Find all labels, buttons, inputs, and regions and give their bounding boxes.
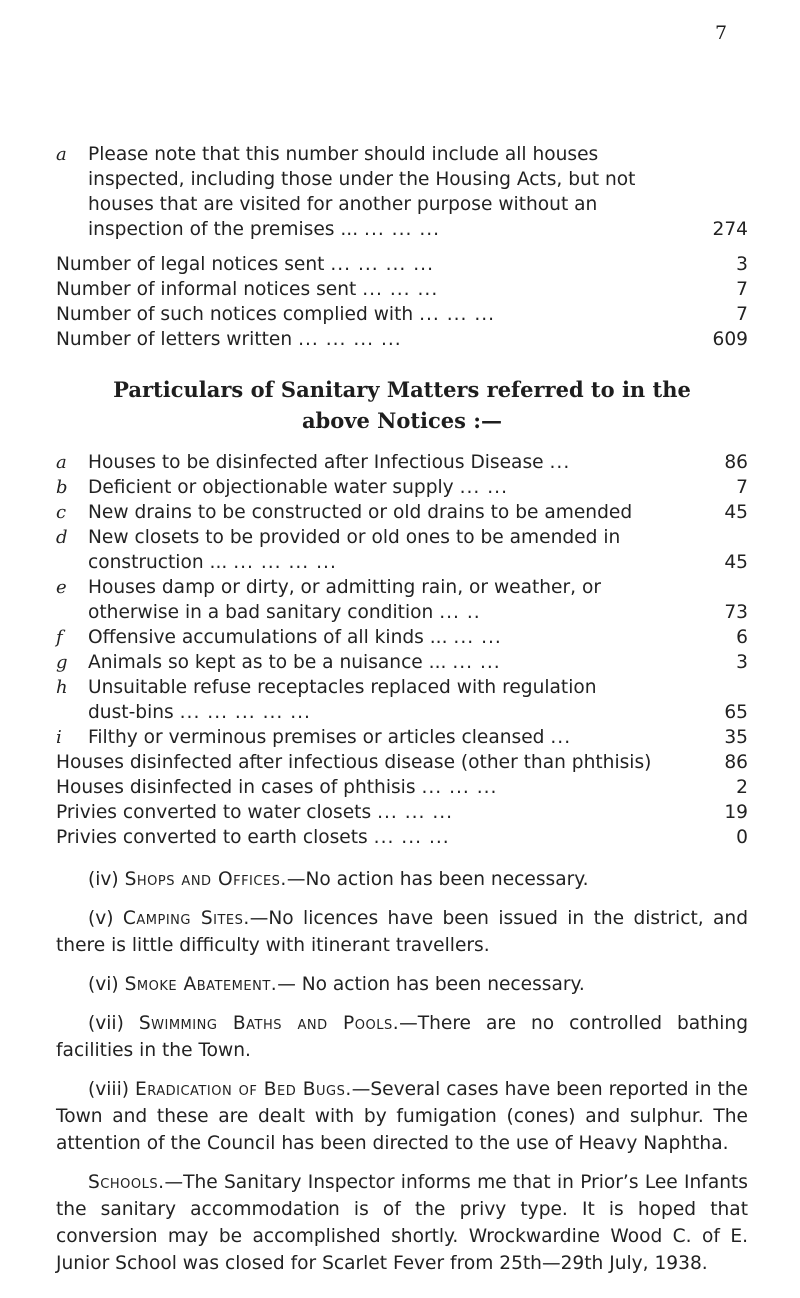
- item-text: Houses to be disinfected after Infectious Disease: [88, 452, 544, 473]
- item-label: i: [56, 727, 62, 748]
- section-number: (v): [88, 908, 114, 929]
- item-value: 86: [724, 452, 748, 473]
- section-body: —There are no controlled bathing facilities in the Town.: [56, 1013, 748, 1061]
- sections: [56, 866, 748, 1277]
- particular-row: [56, 525, 748, 550]
- leader-dots: ... ... ...: [421, 777, 498, 798]
- total-value: 19: [724, 802, 748, 823]
- notices-list: [56, 252, 748, 352]
- intro-text: inspection of the premises ...: [88, 219, 359, 240]
- intro-value: 274: [712, 219, 748, 240]
- heading-line: above Notices :—: [301, 408, 503, 433]
- item-value: 45: [724, 502, 748, 523]
- notice-text: Number of letters written: [56, 329, 293, 350]
- item-text: Filthy or verminous premises or articles cleansed: [88, 727, 545, 748]
- particular-row: [56, 575, 748, 600]
- section-heading: [56, 374, 748, 436]
- total-text: Privies converted to earth closets: [56, 827, 368, 848]
- notice-value: 7: [736, 304, 748, 325]
- notice-text: Number of informal notices sent: [56, 279, 357, 300]
- section-body: —Several cases have been reported in the Town and these are dealt with by fumigation (cones) and sulphur. The attention of the Council has been directed to the use of Heavy Naphtha.: [56, 1079, 748, 1154]
- leader-dots: ... ... ...: [373, 827, 450, 848]
- page-number: 7: [715, 22, 728, 44]
- total-row: [56, 775, 748, 800]
- section-title: Schools.: [88, 1172, 165, 1193]
- item-text: Deficient or objectionable water supply: [88, 477, 454, 498]
- item-text: otherwise in a bad sanitary condition: [88, 602, 434, 623]
- total-value: 86: [724, 752, 748, 773]
- section-title: Shops and Offices.: [124, 869, 287, 890]
- notice-row: [56, 252, 748, 277]
- item-value: 3: [736, 652, 748, 673]
- particular-row: [56, 500, 748, 525]
- intro-text: inspected, including those under the Housing Acts, but not: [88, 169, 636, 190]
- particular-row: [56, 675, 748, 700]
- heading-line: Particulars of Sanitary Matters referred to in the: [113, 377, 691, 402]
- leader-dots: ... ... ... ... ...: [179, 702, 311, 723]
- particular-row: [56, 550, 748, 575]
- particular-row: [56, 650, 748, 675]
- section-paragraph: [56, 1076, 748, 1157]
- total-row: [56, 750, 748, 775]
- item-label: h: [56, 677, 68, 698]
- section-title: Swimming Baths and Pools.: [138, 1013, 400, 1034]
- intro-line: [56, 167, 748, 192]
- item-value: 45: [724, 552, 748, 573]
- notice-row: [56, 277, 748, 302]
- item-text: Animals so kept as to be a nuisance ...: [88, 652, 447, 673]
- intro-line: [56, 192, 748, 217]
- section-title: Smoke Abatement.: [124, 974, 278, 995]
- leader-dots: ... ... ...: [362, 279, 439, 300]
- section-body: —No action has been necessary.: [286, 869, 589, 890]
- section-paragraph: [56, 1010, 748, 1064]
- leader-dots: ... ...: [452, 652, 501, 673]
- notice-value: 3: [736, 254, 748, 275]
- item-text: New closets to be provided or old ones to be amended in: [88, 527, 621, 548]
- particular-row: [56, 700, 748, 725]
- notice-row: [56, 302, 748, 327]
- section-body: — No action has been necessary.: [277, 974, 585, 995]
- particular-row: [56, 475, 748, 500]
- section-number: (iv): [88, 869, 119, 890]
- notice-row: [56, 327, 748, 352]
- item-label: b: [56, 477, 68, 498]
- page-content: [56, 142, 748, 1289]
- section-title: Camping Sites.: [122, 908, 250, 929]
- item-value: 7: [736, 477, 748, 498]
- leader-dots: ... ...: [453, 627, 502, 648]
- intro-label: a: [56, 144, 67, 165]
- total-row: [56, 800, 748, 825]
- item-text: construction ...: [88, 552, 228, 573]
- section-body: —The Sanitary Inspector informs me that in Prior’s Lee Infants the sanitary accommodation is of the privy type. It is hoped that conversion may be accomplished shortly. Wrockwardine Wood C. of E. Junior School was closed for Scarlet Fever from 25th—29th July, 1938.: [56, 1172, 748, 1274]
- item-text: Unsuitable refuse receptacles replaced with regulation: [88, 677, 597, 698]
- leader-dots: ...: [550, 727, 572, 748]
- item-value: 35: [724, 727, 748, 748]
- item-label: g: [56, 652, 68, 673]
- item-value: 73: [724, 602, 748, 623]
- total-text: Houses disinfected after infectious disease (other than phthisis): [56, 752, 652, 773]
- item-label: a: [56, 452, 67, 473]
- intro-text: Please note that this number should include all houses: [88, 144, 599, 165]
- item-label: e: [56, 577, 67, 598]
- leader-dots: ...: [549, 452, 571, 473]
- total-value: 0: [736, 827, 748, 848]
- particular-row: [56, 600, 748, 625]
- item-label: d: [56, 527, 68, 548]
- total-text: Privies converted to water closets: [56, 802, 372, 823]
- item-value: 65: [724, 702, 748, 723]
- item-label: c: [56, 502, 67, 523]
- notice-value: 7: [736, 279, 748, 300]
- leader-dots: ... ... ... ...: [330, 254, 434, 275]
- item-text: dust-bins: [88, 702, 174, 723]
- intro-block: [56, 142, 748, 242]
- intro-line: [56, 217, 748, 242]
- section-paragraph: [56, 905, 748, 959]
- leader-dots: ... ... ...: [377, 802, 454, 823]
- item-value: 6: [736, 627, 748, 648]
- leader-dots: ... ... ... ...: [298, 329, 402, 350]
- item-text: New drains to be constructed or old drains to be amended: [88, 502, 633, 523]
- particular-row: [56, 625, 748, 650]
- total-text: Houses disinfected in cases of phthisis: [56, 777, 416, 798]
- section-body: —No licences have been issued in the district, and there is little difficulty with itinerant travellers.: [56, 908, 748, 956]
- intro-text: houses that are visited for another purpose without an: [88, 194, 598, 215]
- item-label: f: [56, 627, 63, 648]
- section-paragraph: [56, 866, 748, 893]
- leader-dots: ... ... ...: [419, 304, 496, 325]
- particulars-list: [56, 450, 748, 850]
- particular-row: [56, 450, 748, 475]
- item-text: Houses damp or dirty, or admitting rain, or weather, or: [88, 577, 601, 598]
- total-value: 2: [736, 777, 748, 798]
- notice-text: Number of such notices complied with: [56, 304, 414, 325]
- section-number: (vii): [88, 1013, 124, 1034]
- total-row: [56, 825, 748, 850]
- section-number: (vi): [88, 974, 119, 995]
- leader-dots: ... ... ...: [364, 219, 441, 240]
- notice-text: Number of legal notices sent: [56, 254, 325, 275]
- item-text: Offensive accumulations of all kinds ...: [88, 627, 448, 648]
- section-number: (viii): [88, 1079, 130, 1100]
- leader-dots: ... ..: [439, 602, 481, 623]
- intro-line: [56, 142, 748, 167]
- section-title: Eradication of Bed Bugs.: [134, 1079, 352, 1100]
- section-paragraph: [56, 971, 748, 998]
- leader-dots: ... ... ... ...: [233, 552, 337, 573]
- leader-dots: ... ...: [459, 477, 508, 498]
- section-paragraph: [56, 1169, 748, 1277]
- notice-value: 609: [712, 329, 748, 350]
- particular-row: [56, 725, 748, 750]
